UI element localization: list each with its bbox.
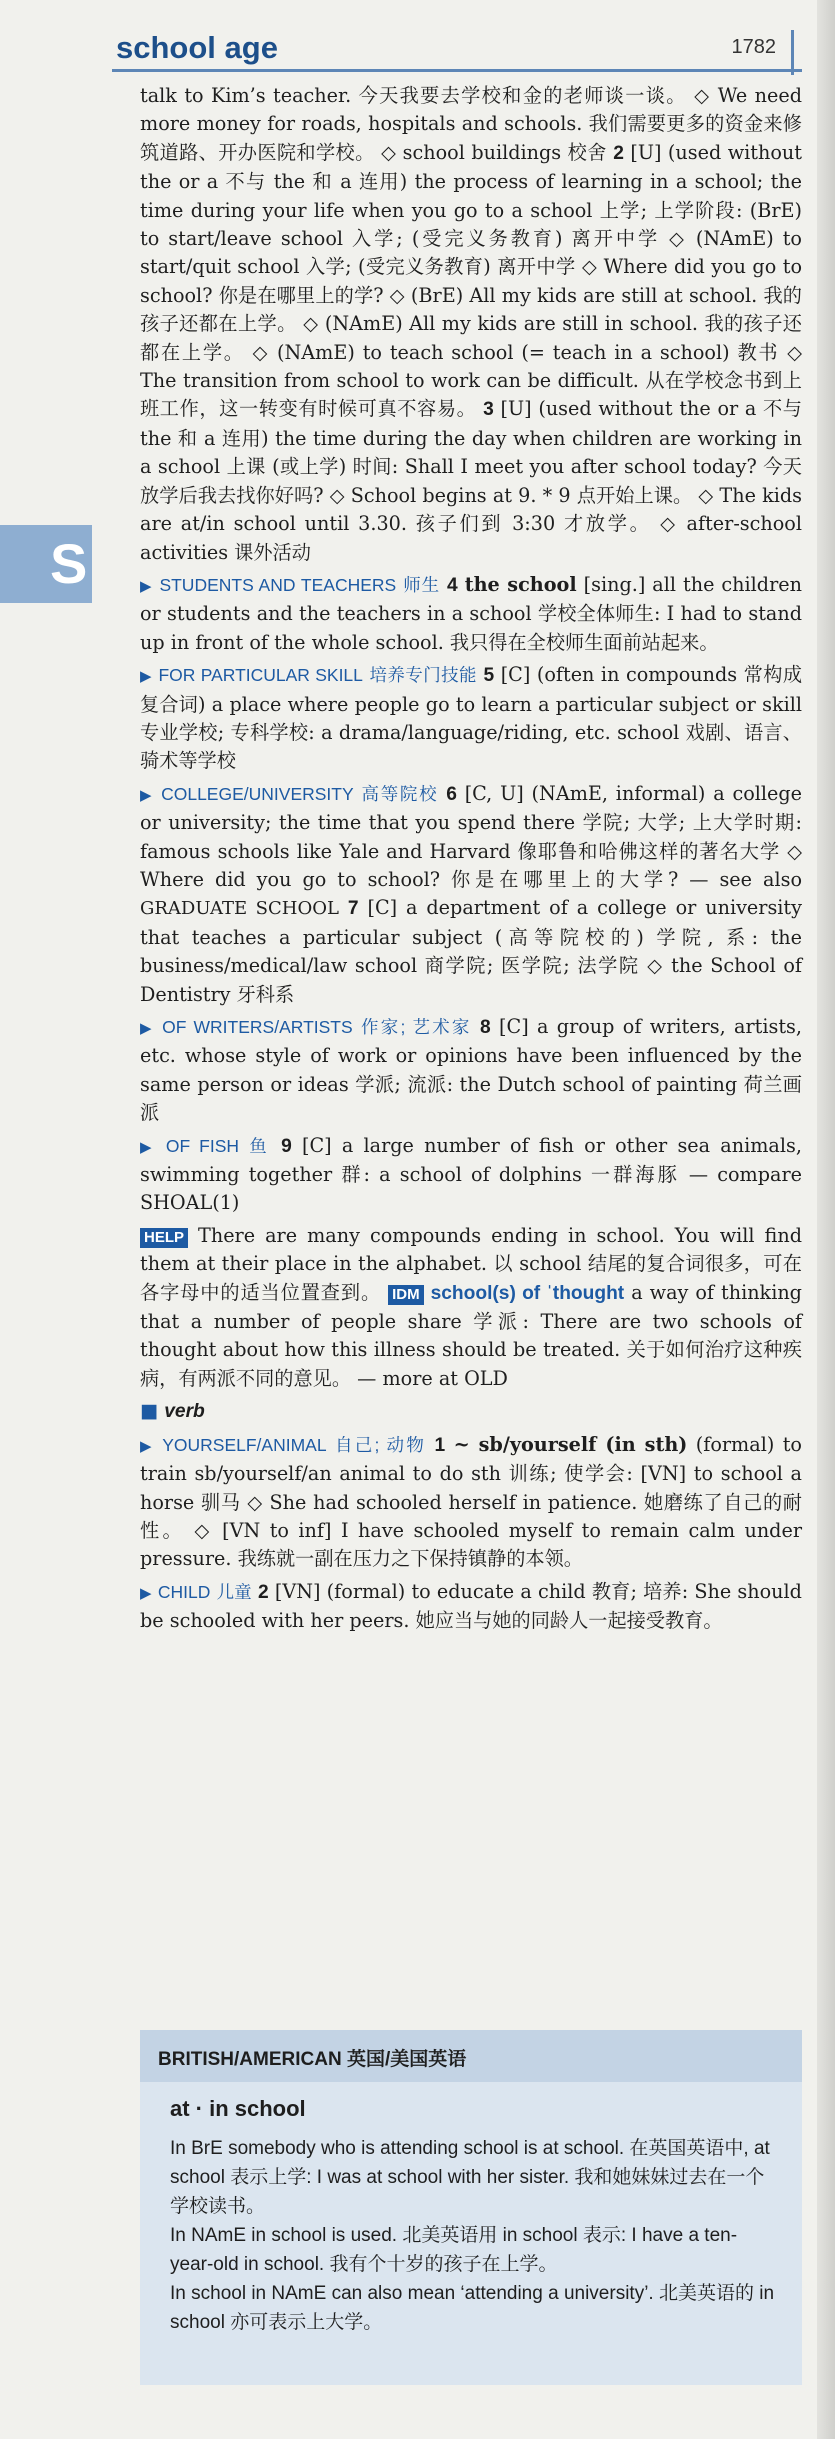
sense-number: 9: [281, 1135, 292, 1157]
sense-number: 4: [447, 574, 458, 596]
sense-number: 6: [446, 783, 457, 805]
sense-label[interactable]: CHILD: [157, 1581, 211, 1602]
sense-text: [U] (used without the or a 不与 the 和 a 连用) the process of learning in a school; the time during your life when you go to a school 上学; 上学阶段: (BrE) to start/leave school 入学; (受完义务教育) 离开中学 ◇ (NAmE) to start/quit school 入学; (受完义务教育) 离开中学 ◇ Where did you go to school? 你是在哪里上的学? ◇ (BrE) All my kids are still at school. 我的孩子还都在上学。 ◇ (NAmE) All my kids are still in school. 我的孩子还都在上学。 ◇ (NAmE) to teach school (= teach in a school) 教书 ◇ The transition from school to work can be difficult. 从在学校念书到上班工作，这一转变有时候可真不容易。: [140, 140, 802, 421]
sense-text: [C] a large number of fish or other sea animals, swimming together 群: a school of dolphins 一群海豚 — compare SHOAL(1): [140, 1133, 802, 1215]
sense-label-cn: 儿童: [216, 1581, 252, 1602]
shortcut-arrow-icon: ▶: [140, 1436, 154, 1455]
thumb-tab-letter: S: [50, 532, 88, 595]
sense-students-teachers: [140, 571, 802, 657]
running-headword: school age: [116, 30, 278, 65]
sense-text: (formal) to train sb/yourself/an animal to do sth 训练; 使学会: [VN] to school a horse 驯马 ◇ She had schooled herself in patience. 她磨练了自己的耐性。 ◇ [VN to inf] I have schooled myself to remain calm under pressure. 我练就一副在压力之下保持镇静的本领。: [140, 1432, 802, 1571]
page-header: [112, 22, 802, 72]
verb-sense-child: [140, 1578, 802, 1636]
sense-label[interactable]: OF WRITERS/ARTISTS: [162, 1017, 353, 1037]
sense-label-cn: 师生: [403, 574, 441, 595]
usage-note-paragraph: In school in NAmE can also mean ‘attending a university’. 北美英语的 in school 亦可表示上大学。: [170, 2283, 775, 2333]
sense-number: 2: [257, 1581, 269, 1603]
usage-note-body: [170, 2134, 780, 2337]
sense-label-cn: 作家; 艺术家: [361, 1017, 472, 1037]
sense-text: [U] (used without the or a 不与 the 和 a 连用) the time during the day when children are working in a school 上课 (或上学) 时间: Shall I meet you after school today? 今天放学后我去找你好吗? ◇ School begins at 9. * 9 点开始上课。 ◇ The kids are at/in school until 3.30. 孩子们到 3:30 才放学。 ◇ after-school activities 课外活动: [140, 397, 802, 564]
sense-text: [C] a group of writers, artists, etc. whose style of work or opinions have been influenced by the same person or ideas 学派; 流派: the Dutch school of painting 荷兰画派: [140, 1015, 802, 1125]
usage-note-paragraph: In BrE somebody who is attending school is at school. 在英国英语中, at school 表示上学: I was at school with her sister. 我和她妹妹过去在一个学校读书。: [170, 2138, 770, 2217]
dictionary-entry: [140, 82, 802, 1636]
sense-writers-artists: [140, 1013, 802, 1128]
usage-note-title-bar: [140, 2030, 802, 2082]
usage-note-paragraph: In NAmE in school is used. 北美英语用 in school 表示: I have a ten-year-old in school. 我有个十岁的孩子在上学。: [170, 2225, 738, 2275]
sense-text: [C] a department of a college or university that teaches a particular subject (高等院校的) 学院, 系: the business/medical/law school 商学院; 医学院; 法学院 ◇ the School of Dentistry 牙科系: [140, 896, 802, 1006]
usage-note-subtitle: at · in school: [170, 2096, 306, 2121]
sense-fish: [140, 1132, 802, 1218]
sense-label[interactable]: STUDENTS AND TEACHERS: [159, 574, 397, 595]
sense-college-university: [140, 780, 802, 1009]
verb-heading: [140, 1397, 802, 1426]
sense-text: [C, U] (NAmE, informal) a college or university; the time that you spend there 学院; 大学; 上大学时期: famous schools like Yale and Harvard 像耶鲁和哈佛这样的著名大学 ◇ Where did you go to school? 你是在哪里上的大学? — see also: [140, 781, 803, 891]
shortcut-arrow-icon: ▶: [140, 667, 152, 686]
part-of-speech-label: verb: [164, 1401, 205, 1423]
cross-reference-link[interactable]: GRADUATE SCHOOL: [140, 898, 339, 920]
sense-number: 1: [434, 1434, 446, 1456]
sense-label-cn: 自己; 动物: [334, 1434, 427, 1455]
sense-number: 2: [613, 142, 624, 164]
page-number: 1782: [731, 36, 776, 58]
sense-text: [sing.] all the children or students and the teachers in a school 学校全体师生: I had to stand up in front of the whole school. 我只得在全校师生面前站起来。: [140, 572, 802, 654]
sense-number: 5: [483, 665, 495, 687]
sense-label[interactable]: COLLEGE/UNIVERSITY: [161, 783, 354, 804]
shortcut-arrow-icon: ▶: [140, 1019, 154, 1037]
continuation-text: talk to Kim’s teacher. 今天我要去学校和金的老师谈一谈。 ◇ We need more money for roads, hospitals and schools. 我们需要更多的资金来修筑道路、开办医院和学校。 ◇ school buildings 校舍: [140, 84, 802, 164]
sense-number: 3: [483, 399, 494, 421]
shortcut-arrow-icon: ▶: [140, 785, 154, 804]
help-tag: HELP: [140, 1228, 188, 1248]
help-note: [140, 1222, 802, 1393]
idiom-tag: IDM: [388, 1285, 424, 1305]
sense-phrase: the school: [464, 572, 577, 596]
verb-sense-yourself-animal: [140, 1431, 802, 1574]
sense-label[interactable]: YOURSELF/ANIMAL: [162, 1434, 327, 1455]
entry-continuation: [140, 82, 802, 567]
sense-number: 8: [480, 1017, 491, 1038]
sense-label-cn: 高等院校: [361, 783, 439, 804]
sense-phrase: ~ sb/yourself (in sth): [453, 1432, 688, 1456]
sense-text: [VN] (formal) to educate a child 教育; 培养: She should be schooled with her peers. 她应当与她的同龄人一起接受教育。: [140, 1579, 802, 1633]
help-text: There are many compounds ending in school. You will find them at their place in the alphabet. 以 school 结尾的复合词很多，可在各字母中的适当位置查到。: [140, 1223, 802, 1304]
sense-label[interactable]: FOR PARTICULAR SKILL: [158, 665, 363, 686]
sense-label[interactable]: OF FISH: [165, 1135, 240, 1156]
sense-number: 7: [347, 898, 359, 920]
sense-label-cn: 鱼: [249, 1135, 271, 1156]
shortcut-arrow-icon: ▶: [140, 1137, 156, 1156]
sense-label-cn: 培养专门技能: [369, 665, 477, 686]
idiom-phrase: school(s) of ˈthought: [430, 1282, 625, 1304]
header-rule: [112, 69, 802, 72]
idiom-text: a way of thinking that a number of people share 学派: There are two schools of thought about how this illness should be treated. 关于如何治疗这种疾病，有两派不同的意见。 — more at OLD: [140, 1280, 802, 1390]
letter-thumb-tab[interactable]: [0, 525, 92, 603]
usage-note-title: BRITISH/AMERICAN 英国/美国英语: [158, 2049, 467, 2070]
part-of-speech-square-icon: ■: [140, 1399, 159, 1423]
page-edge: [817, 0, 835, 2439]
sense-particular-skill: [140, 661, 802, 776]
shortcut-arrow-icon: ▶: [140, 576, 153, 595]
usage-note-box: [140, 2030, 802, 2385]
shortcut-arrow-icon: ▶: [140, 1583, 152, 1602]
sense-text: [C] (often in compounds 常构成复合词) a place where people go to learn a particular subject or skill 专业学校; 专科学校: a drama/language/riding, etc. school 戏剧、语言、骑术等学校: [140, 663, 803, 773]
